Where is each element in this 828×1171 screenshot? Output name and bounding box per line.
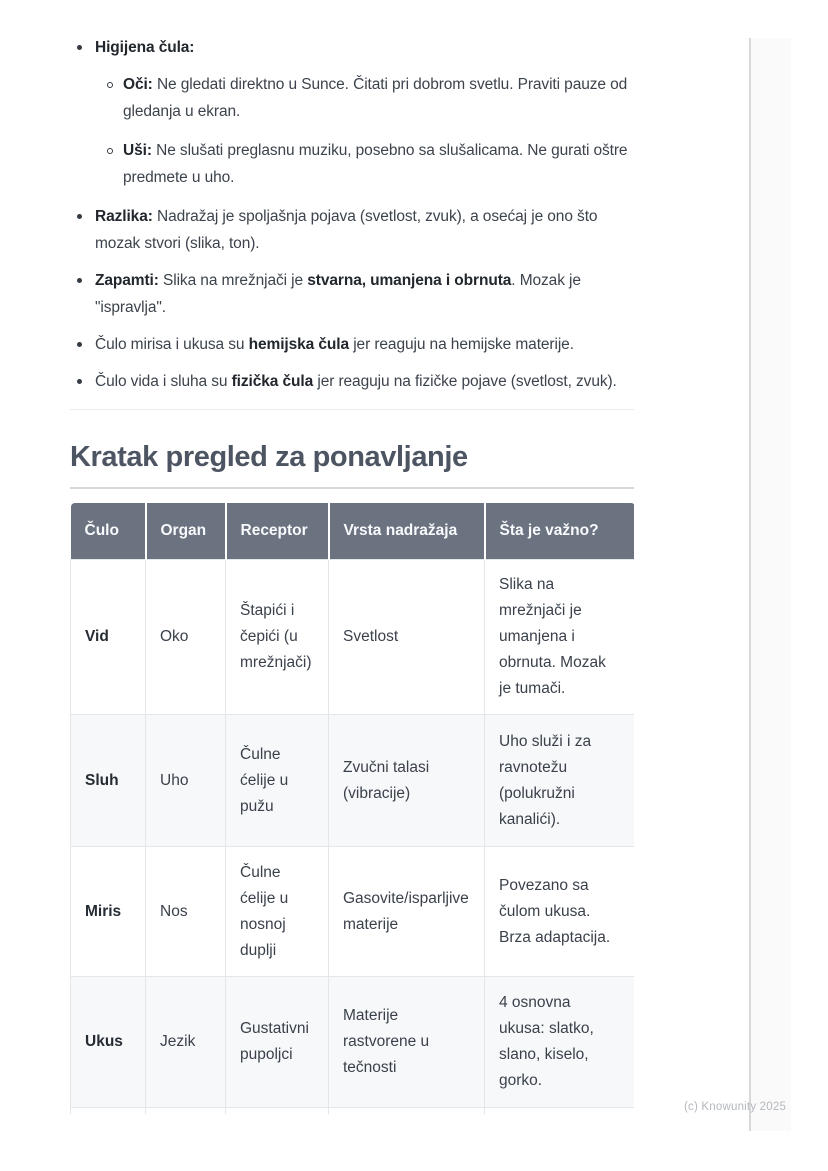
table-cell [485,1108,635,1115]
list-item [70,34,634,61]
column-header: Organ [146,503,226,560]
table-row-partial [71,1108,635,1115]
circle-bullet-icon [107,148,113,154]
list-item [70,137,634,191]
table-cell: Oko [146,560,226,715]
table-row [71,560,635,715]
list-item-text [95,272,581,316]
list-item [70,203,634,257]
bullet-icon [77,45,82,50]
table-cell: Jezik [146,977,226,1108]
column-header: Šta je važno? [485,503,635,560]
notes-list [70,34,634,395]
row-header-cell: Ukus [71,977,146,1108]
watermark: (c) Knowunity 2025 [684,1101,787,1113]
bold-text: Zapamti: [95,272,159,289]
section-divider [70,409,634,410]
table-cell: Gustativni pupoljci [226,977,329,1108]
table-row [71,977,635,1108]
table-clip-region [70,503,634,1114]
bullet-icon [77,278,82,283]
column-header: Vrsta nadražaja [329,503,485,560]
table-cell: Materije rastvorene u tečnosti [329,977,485,1108]
row-header-cell: Vid [71,560,146,715]
table-cell [146,1108,226,1115]
bold-text: Oči: [123,76,153,93]
table-cell: Štapići i čepići (u mrežnjači) [226,560,329,715]
table-row [71,715,635,847]
bold-text: Higijena čula: [95,39,195,56]
bold-text: hemijska čula [248,336,349,353]
column-header: Čulo [71,503,146,560]
regular-text: . Mozak je "ispravlja". [95,272,581,316]
table-cell: 4 osnovna ukusa: slatko, slano, kiselo, gorko. [485,977,635,1108]
bullet-icon [77,214,82,219]
list-item-text [95,39,194,56]
table-cell: Zvučni talasi (vibracije) [329,715,485,847]
circle-bullet-icon [107,82,113,88]
regular-text: Slika na mrežnjači je [158,272,308,289]
bold-text: stvarna, umanjena i obrnuta [307,272,512,289]
table-cell: Slika na mrežnjači je umanjena i obrnuta. Mozak je tumači. [485,560,635,715]
bullet-icon [77,379,82,384]
list-item [70,267,634,321]
list-item [70,71,634,125]
section-heading: Kratak pregled za ponavljanje [70,440,634,489]
table-cell: Čulne ćelije u pužu [226,715,329,847]
list-item [70,331,634,358]
bold-text: Uši: [123,142,152,159]
table-row [71,847,635,977]
bold-text: Razlika: [95,208,153,225]
table-cell: Uho služi i za ravnotežu (polukružni kanalići). [485,715,635,847]
table-cell: Svetlost [329,560,485,715]
list-item-text [123,76,627,120]
table-cell [226,1108,329,1115]
column-header: Receptor [226,503,329,560]
table-cell: Uho [146,715,226,847]
row-header-cell: Sluh [71,715,146,847]
bullet-icon [77,342,82,347]
bold-text: fizička čula [231,373,314,390]
list-item [70,368,634,395]
table-cell [329,1108,485,1115]
table-cell: Povezano sa čulom ukusa. Brza adaptacija. [485,847,635,977]
page-edge-strip [751,38,791,1131]
page-content [70,34,634,1114]
table-cell: Gasovite/isparljive materije [329,847,485,977]
list-item-text [95,373,617,390]
regular-text: Čulo mirisa i ukusa su [95,336,249,353]
list-item-text [123,142,627,186]
regular-text: jer reaguju na hemijske materije. [349,336,574,353]
table-cell [71,1108,146,1115]
list-item-text [95,208,597,252]
table-cell: Čulne ćelije u nosnoj duplji [226,847,329,977]
regular-text: jer reaguju na fizičke pojave (svetlost, zvuk). [313,373,617,390]
table-header-row [71,503,635,560]
page-edge-line [749,38,751,1131]
regular-text: Ne gledati direktno u Sunce. Čitati pri dobrom svetlu. Praviti pauze od gledanja u ekran. [123,76,628,120]
list-item-text [95,336,574,353]
row-header-cell: Miris [71,847,146,977]
regular-text: Nadražaj je spoljašnja pojava (svetlost, zvuk), a osećaj je ono što mozak stvori (slika, ton). [95,208,598,252]
summary-table [70,503,634,1114]
regular-text: Ne slušati preglasnu muziku, posebno sa slušalicama. Ne gurati oštre predmete u uho. [123,142,628,186]
table-cell: Nos [146,847,226,977]
regular-text: Čulo vida i sluha su [95,373,232,390]
